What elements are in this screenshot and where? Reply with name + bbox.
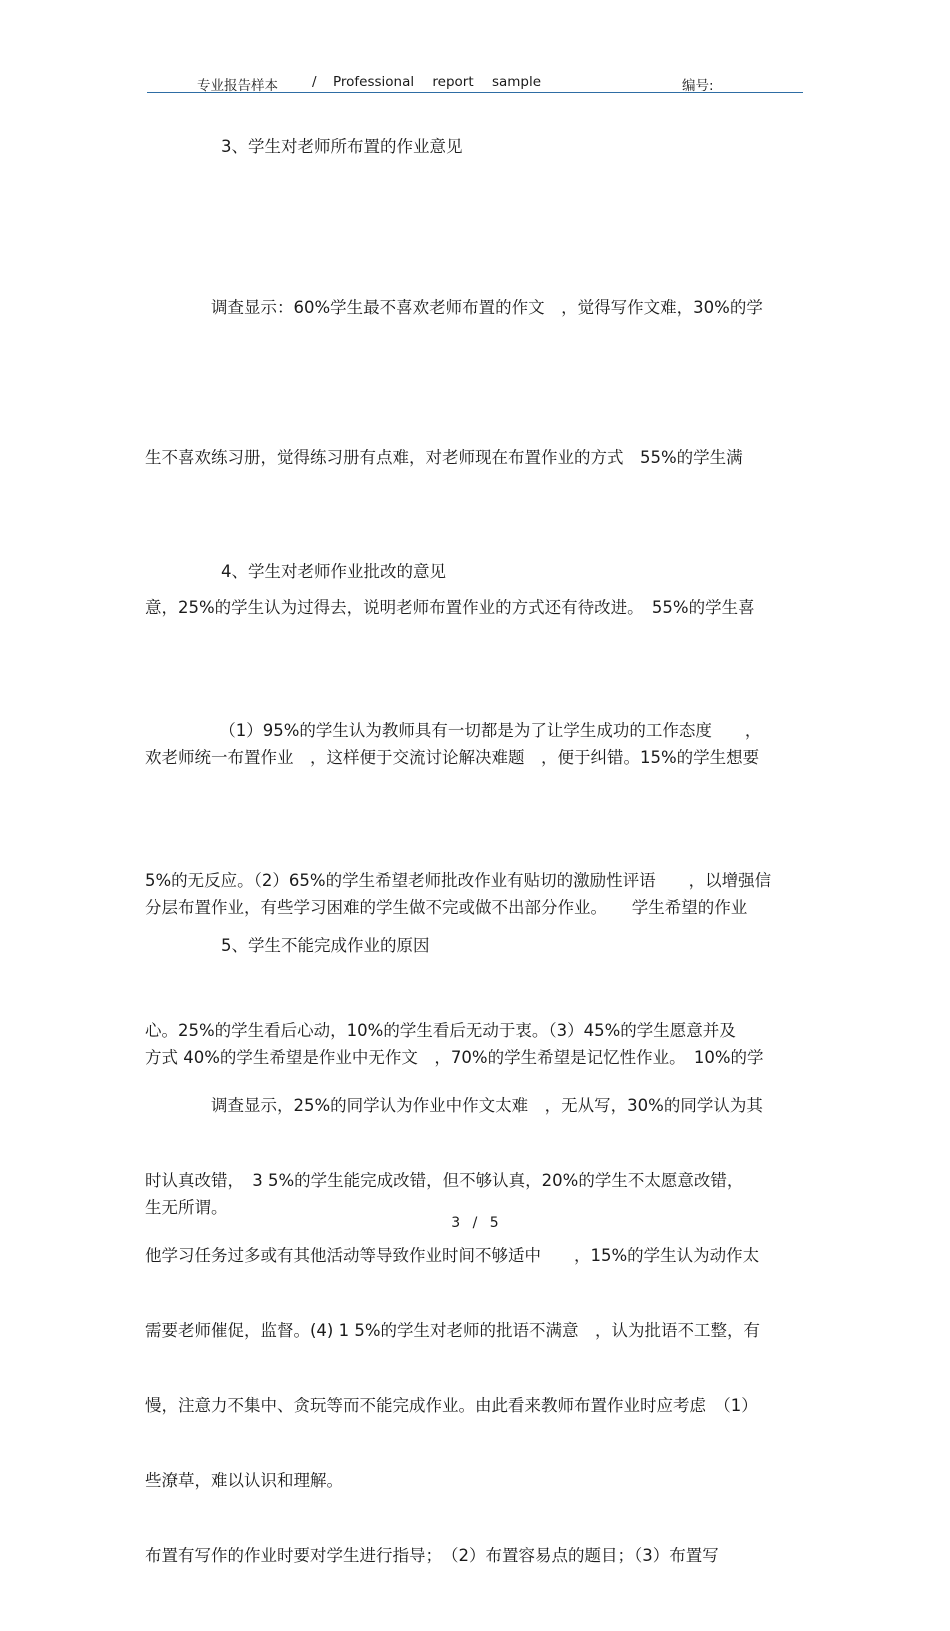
paragraph-line: 生无所谓。	[145, 1198, 228, 1217]
header-number-label: 编号:	[682, 78, 714, 94]
paragraph-line: 分层布置作业，有些学习困难的学生做不完或做不出部分作业。 学生希望的作业	[145, 898, 748, 917]
paragraph-line: 他学习任务过多或有其他活动等导致作业时间不够适中 ，15%的学生认为动作太	[145, 1246, 760, 1265]
paragraph-line: 生不喜欢练习册，觉得练习册有点难，对老师现在布置作业的方式 55%的学生满	[145, 448, 743, 467]
paragraph-line: 些潦草，难以认识和理解。	[145, 1471, 343, 1490]
paragraph-line: 时认真改错， 3 5%的学生能完成改错，但不够认真，20%的学生不太愿意改错，	[145, 1171, 744, 1190]
paragraph-line: 方式 40%的学生希望是作业中无作文 ，70%的学生希望是记忆性作业。 10%的学	[145, 1048, 764, 1067]
paragraph-line: 需要老师催促，监督。(4) 1 5%的学生对老师的批语不满意 ，认为批语不工整，有	[145, 1321, 761, 1340]
page-number: 3 / 5	[451, 1215, 499, 1231]
paragraph-line: （1）95%的学生认为教师具有一切都是为了让学生成功的工作态度 ，	[145, 721, 762, 740]
paragraph-line: 调查显示，25%的同学认为作业中作文太难 ，无从写，30%的同学认为其	[145, 1096, 763, 1115]
paragraph-line: 调查显示：60%学生最不喜欢老师布置的作文 ，觉得写作文难，30%的学	[145, 298, 763, 317]
paragraph-line: 布置有写作的作业时要对学生进行指导； （2）布置容易点的题目；（3）布置写	[145, 1546, 719, 1565]
header-separator: /	[312, 74, 317, 90]
section-5-heading: 5、学生不能完成作业的原因	[221, 936, 430, 955]
header-title-en: Professional report sample	[333, 74, 542, 90]
section-3-heading: 3、学生对老师所布置的作业意见	[221, 137, 463, 156]
paragraph-line: 慢，注意力不集中、贪玩等而不能完成作业。由此看来教师布置作业时应考虑 （1）	[145, 1396, 758, 1415]
paragraph-line: 5%的无反应。（2）65%的学生希望老师批改作业有贴切的激励性评语 ，以增强信	[145, 871, 772, 890]
header-title-cn: 专业报告样本	[197, 78, 278, 94]
paragraph-line: 意，25%的学生认为过得去，说明老师布置作业的方式还有待改进。 55%的学生喜	[145, 598, 755, 617]
section-5-body	[145, 981, 807, 1631]
paragraph-line: 欢老师统一布置作业 ，这样便于交流讨论解决难题 ，便于纠错。15%的学生想要	[145, 748, 760, 767]
paragraph-line: 心。25%的学生看后心动，10%的学生看后无动于衷。（3）45%的学生愿意并及	[145, 1021, 736, 1040]
section-4-heading: 4、学生对老师作业批改的意见	[221, 562, 446, 581]
page-header	[147, 72, 803, 93]
